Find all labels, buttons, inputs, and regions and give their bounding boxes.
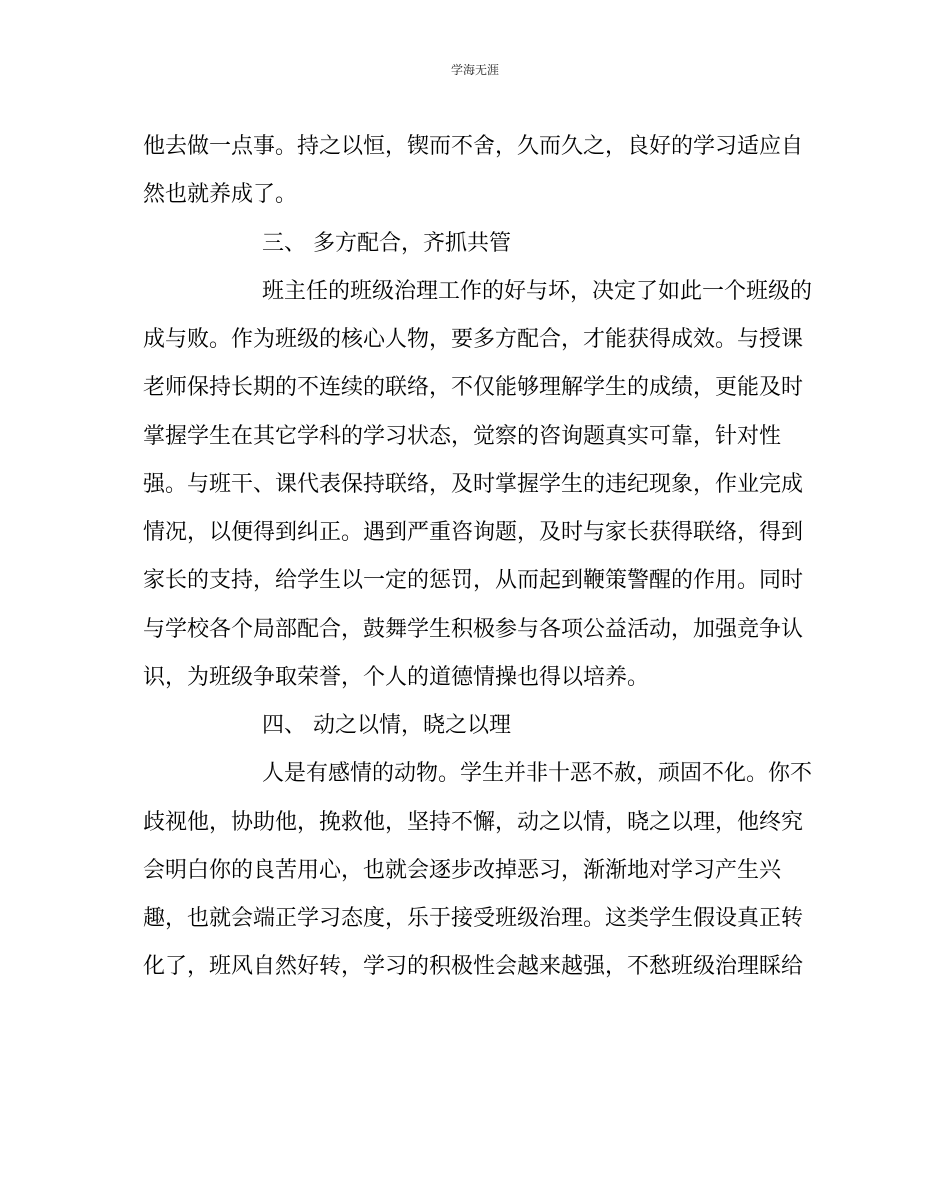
- text-line: 识，为班级争取荣誉，个人的道德情操也得以培养。: [143, 665, 650, 690]
- text-line: 歧视他，协助他，挽救他，坚持不懈，动之以情，晓之以理，他终究: [143, 810, 804, 835]
- text-line: 与学校各个局部配合，鼓舞学生积极参与各项公益活动，加强竞争认: [143, 617, 804, 642]
- text-line: 然也就养成了。: [143, 182, 298, 207]
- text-line: 强。与班干、课代表保持联络，及时掌握学生的违纪现象，作业完成: [143, 472, 804, 497]
- section-heading-3: 三、 多方配合，齐抓共管: [262, 231, 511, 256]
- text-line: 成与败。作为班级的核心人物，要多方配合，才能获得成效。与授课: [143, 327, 804, 352]
- text-line: 趣，也就会端正学习态度，乐于接受班级治理。这类学生假设真正转: [143, 906, 804, 931]
- page-header: 学海无涯: [450, 63, 499, 77]
- paragraph-start: 班主任的班级治理工作的好与坏，决定了如此一个班级的: [262, 279, 813, 304]
- text-line: 老师保持长期的不连续的联络，不仅能够理解学生的成绩，更能及时: [143, 375, 804, 400]
- section-heading-4: 四、 动之以情，晓之以理: [262, 713, 511, 738]
- text-line: 会明白你的良苦用心，也就会逐步改掉恶习，渐渐地对学习产生兴: [143, 858, 782, 883]
- text-line: 情况，以便得到纠正。遇到严重咨询题，及时与家长获得联络，得到: [143, 520, 804, 545]
- text-line: 掌握学生在其它学科的学习状态，觉察的咨询题真实可靠，针对性: [143, 424, 782, 449]
- paragraph-start: 人是有感情的动物。学生并非十恶不赦，顽固不化。你不: [262, 761, 813, 786]
- text-line: 化了，班风自然好转，学习的积极性会越来越强，不愁班级治理睬给: [143, 954, 804, 979]
- text-line: 他去做一点事。持之以恒，锲而不舍，久而久之，良好的学习适应自: [143, 134, 804, 159]
- text-line: 家长的支持，给学生以一定的惩罚，从而起到鞭策警醒的作用。同时: [143, 568, 804, 593]
